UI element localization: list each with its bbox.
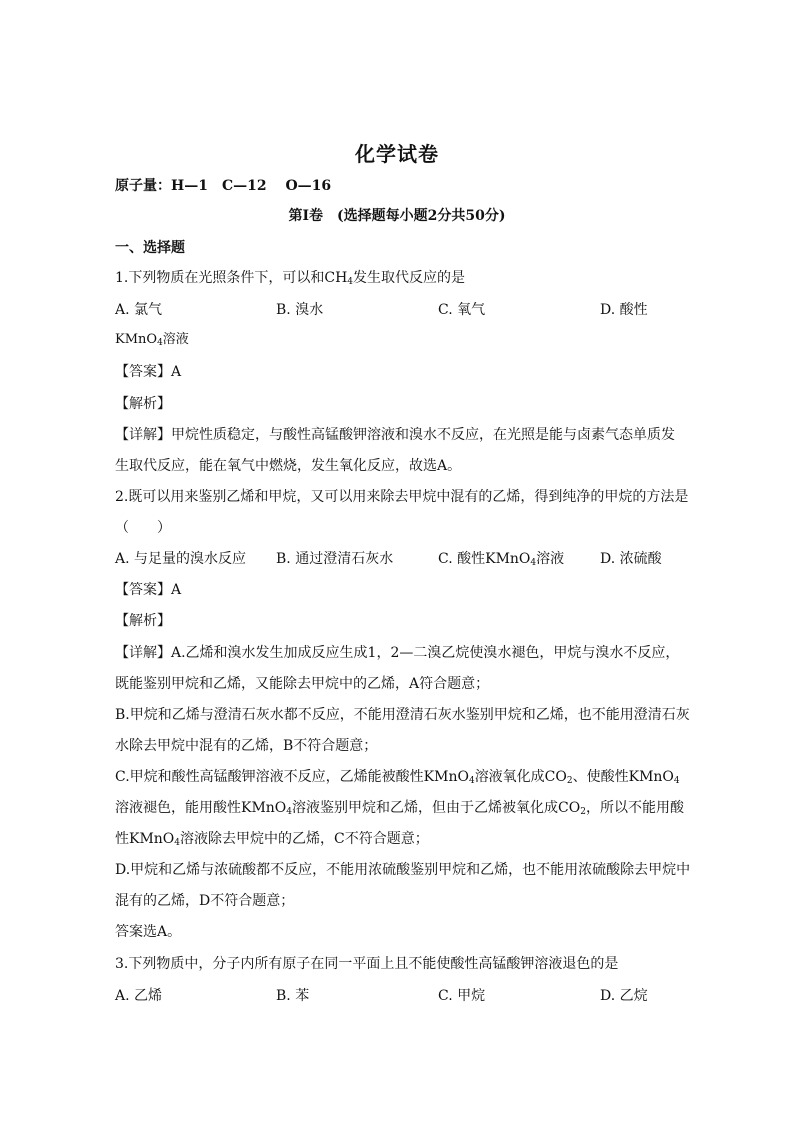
q2-conclusion: 答案选A。 (115, 924, 182, 940)
q2-option-c-text: C. 酸性KMnO (438, 551, 531, 567)
q2-c2-sub: 2 (580, 807, 586, 817)
q1-stem-post: 发生取代反应的是 (353, 270, 466, 286)
q2-detail-line-1: 【详解】A.乙烯和溴水发生加成反应生成1，2—二溴乙烷使溴水褪色，甲烷与溴水不反应， (115, 645, 680, 661)
q1-stem (115, 268, 684, 288)
q2-c1-part: 溶液氧化成CO (474, 769, 567, 785)
q1-option-d-cont-sub: 4 (157, 338, 163, 348)
q2-option-c-post: 溶液 (536, 551, 565, 567)
q1-option-d: D. 酸性 (600, 302, 648, 318)
q2-c1-part: C.甲烷和酸性高锰酸钾溶液不反应，乙烯能被酸性KMnO (115, 769, 469, 785)
q2-c3-sub: 4 (174, 838, 181, 848)
q2-c-line-1 (115, 767, 684, 787)
q2-c3-part: 性KMnO (115, 831, 175, 847)
q1-stem-pre: 1.下列物质在光照条件下，可以和CH (115, 270, 348, 286)
q2-c-line-3 (115, 829, 684, 849)
q2-answer: 【答案】A (115, 582, 182, 598)
section-heading: 一、选择题 (115, 240, 185, 256)
q2-detail-line-2: 既能鉴别甲烷和乙烯，又能除去甲烷中的乙烯，A符合题意； (115, 676, 490, 692)
q1-option-a: A. 氯气 (115, 302, 163, 318)
q2-c2-part: 溶液鉴别甲烷和乙烯，但由于乙烯被氧化成CO (292, 800, 581, 816)
q2-option-c-sub: 4 (530, 558, 537, 568)
q1-option-b: B. 溴水 (276, 302, 324, 318)
q2-detail-line-4: 水除去甲烷中混有的乙烯，B不符合题意； (115, 738, 378, 754)
q2-stem-2: （ ） (115, 520, 171, 536)
q1-answer: 【答案】A (115, 364, 182, 380)
q1-option-d-cont-post: 溶液 (162, 332, 189, 347)
q2-option-c (438, 549, 564, 569)
q2-c2-sub: 4 (286, 807, 293, 817)
q1-analysis: 【解析】 (115, 396, 171, 412)
q2-d-line-1: D.甲烷和乙烯与浓硫酸都不反应，不能用浓硫酸鉴别甲烷和乙烯，也不能用浓硫酸除去甲烷中 (115, 862, 691, 878)
q2-c-line-2 (115, 798, 684, 818)
q3-option-b: B. 苯 (276, 988, 310, 1004)
q3-stem: 3.下列物质中，分子内所有原子在同一平面上且不能使酸性高锰酸钾溶液退色的是 (115, 956, 619, 972)
q2-c2-part: 溶液褪色，能用酸性KMnO (115, 800, 287, 816)
q2-option-a: A. 与足量的溴水反应 (115, 551, 247, 567)
q1-option-c: C. 氧气 (438, 302, 486, 318)
q2-c1-sub: 4 (673, 776, 680, 786)
part-heading: 第Ⅰ卷 (选择题每小题2分共50分) (288, 208, 506, 224)
q2-c3-part: 溶液除去甲烷中的乙烯，C不符合题意； (180, 831, 429, 847)
q1-detail-2: 生取代反应，能在氧气中燃烧，发生氧化反应，故选A。 (115, 458, 462, 474)
q2-stem-1: 2.既可以用来鉴别乙烯和甲烷，又可以用来除去甲烷中混有的乙烯，得到纯净的甲烷的方法是 (115, 489, 689, 505)
atomic-mass-line: 原子量：H—1 C—12 O—16 (115, 178, 332, 194)
q3-option-d: D. 乙烷 (600, 988, 648, 1004)
q2-detail-line-3: B.甲烷和乙烯与澄清石灰水都不反应，不能用澄清石灰水鉴别甲烷和乙烯，也不能用澄清石灰 (115, 707, 690, 723)
q1-option-d-cont-pre: KMnO (115, 332, 158, 347)
q2-c1-sub: 2 (566, 776, 573, 786)
q2-c1-sub: 4 (468, 776, 475, 786)
q2-analysis: 【解析】 (115, 613, 171, 629)
q3-option-c: C. 甲烷 (438, 988, 486, 1004)
q3-option-a: A. 乙烯 (115, 988, 163, 1004)
q2-c1-part: 、使酸性KMnO (572, 769, 674, 785)
q1-option-d-cont (115, 330, 684, 350)
page-title: 化学试卷 (355, 142, 439, 166)
q2-option-d: D. 浓硫酸 (600, 551, 662, 567)
q1-stem-sub: 4 (347, 277, 354, 287)
q2-option-b: B. 通过澄清石灰水 (276, 551, 394, 567)
q2-d-line-2: 混有的乙烯，D不符合题意； (115, 893, 295, 909)
q1-detail-1: 【详解】甲烷性质稳定，与酸性高锰酸钾溶液和溴水不反应，在光照是能与卤素气态单质发 (115, 427, 675, 443)
q2-c2-part: ，所以不能用酸 (585, 800, 684, 816)
